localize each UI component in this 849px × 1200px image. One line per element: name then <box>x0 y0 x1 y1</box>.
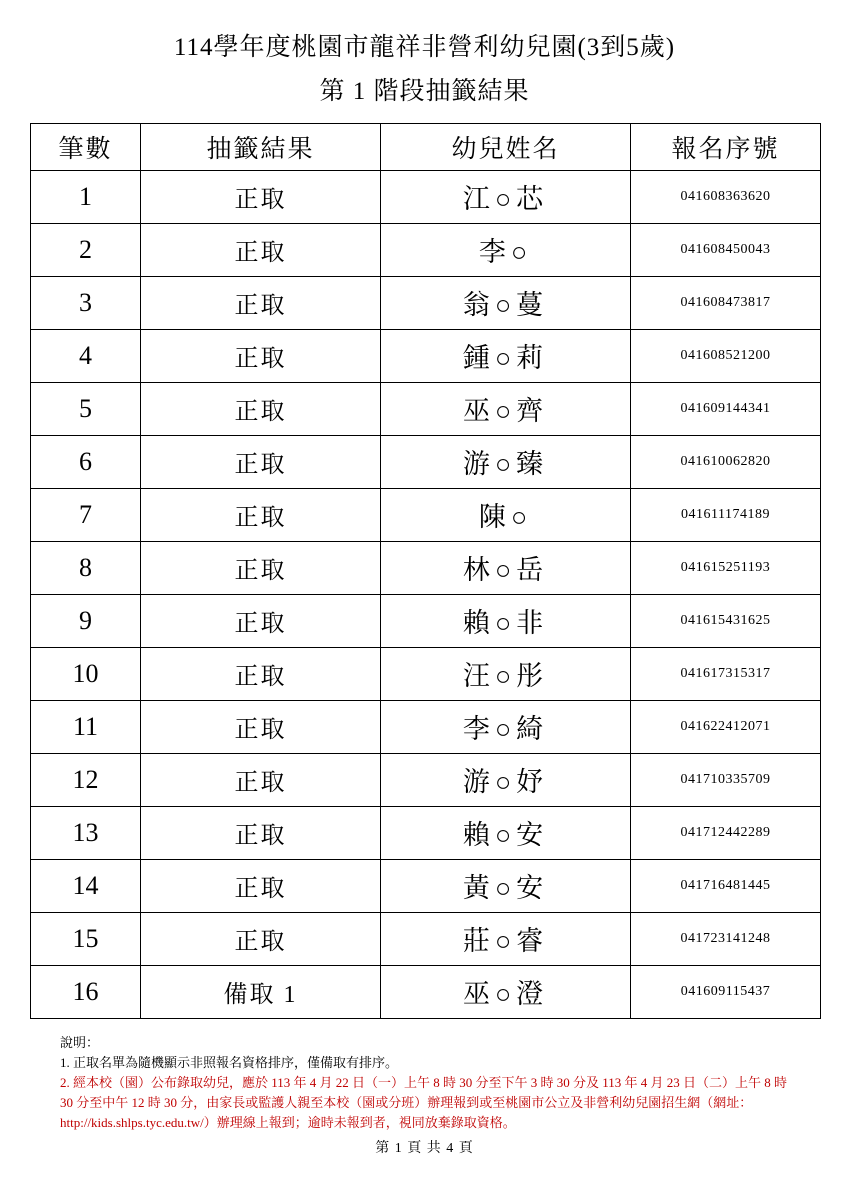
cell-name: 莊○睿 <box>381 912 631 965</box>
column-header-serial: 報名序號 <box>631 123 821 170</box>
table-header-row <box>31 123 821 170</box>
cell-serial: 041608450043 <box>631 223 821 276</box>
cell-name: 黃○安 <box>381 859 631 912</box>
column-header-index: 筆數 <box>31 123 141 170</box>
cell-index: 13 <box>31 806 141 859</box>
cell-serial: 041723141248 <box>631 912 821 965</box>
page-footer: 第 1 頁 共 4 頁 <box>375 1141 474 1157</box>
cell-name: 李○ <box>381 223 631 276</box>
table-row <box>31 700 821 753</box>
cell-name: 林○岳 <box>381 541 631 594</box>
cell-index: 8 <box>31 541 141 594</box>
cell-index: 14 <box>31 859 141 912</box>
cell-serial: 041615251193 <box>631 541 821 594</box>
cell-serial: 041609144341 <box>631 382 821 435</box>
cell-index: 15 <box>31 912 141 965</box>
cell-serial: 041615431625 <box>631 594 821 647</box>
cell-serial: 041611174189 <box>631 488 821 541</box>
cell-name: 江○芯 <box>381 170 631 223</box>
column-header-name: 幼兒姓名 <box>381 123 631 170</box>
cell-result: 正取 <box>141 753 381 806</box>
cell-name: 巫○齊 <box>381 382 631 435</box>
page-title-line-2: 第 1 階段抽籤結果 <box>319 78 530 106</box>
table-row <box>31 806 821 859</box>
cell-index: 11 <box>31 700 141 753</box>
cell-result: 正取 <box>141 647 381 700</box>
notes-label: 說明： <box>60 1034 100 1050</box>
cell-serial: 041608521200 <box>631 329 821 382</box>
cell-name: 翁○蔓 <box>381 276 631 329</box>
cell-name: 巫○澄 <box>381 965 631 1018</box>
cell-name: 汪○彤 <box>381 647 631 700</box>
table-row <box>31 435 821 488</box>
cell-serial: 041622412071 <box>631 700 821 753</box>
cell-index: 5 <box>31 382 141 435</box>
cell-index: 16 <box>31 965 141 1018</box>
cell-serial: 041716481445 <box>631 859 821 912</box>
cell-result: 正取 <box>141 541 381 594</box>
cell-result: 正取 <box>141 859 381 912</box>
cell-serial: 041610062820 <box>631 435 821 488</box>
table-row <box>31 488 821 541</box>
cell-index: 3 <box>31 276 141 329</box>
table-row <box>31 912 821 965</box>
notes-section <box>30 1033 819 1134</box>
cell-serial: 041608363620 <box>631 170 821 223</box>
table-row <box>31 276 821 329</box>
cell-name: 游○妤 <box>381 753 631 806</box>
cell-result: 正取 <box>141 488 381 541</box>
table-row <box>31 170 821 223</box>
cell-result: 正取 <box>141 223 381 276</box>
table-row <box>31 329 821 382</box>
cell-result: 備取 1 <box>141 965 381 1018</box>
cell-index: 12 <box>31 753 141 806</box>
cell-index: 10 <box>31 647 141 700</box>
cell-result: 正取 <box>141 594 381 647</box>
note-item-2: 2. 經本校（園）公布錄取幼兒，應於 113 年 4 月 22 日（一）上午 8 時 30 分至下午 3 時 30 分及 113 年 4 月 23 日（二）上午 8 時 30 分至中午 12 時 30 分，由家長或監護人親至本校（園或分班）辦理報到或至桃園市公立及非營利幼兒園招生網（網址：http://kids.shlps.tyc.edu.tw/）辦理線上報到；逾時未報到者，視同放棄錄取資格。 <box>60 1074 788 1131</box>
cell-serial: 041609115437 <box>631 965 821 1018</box>
table-row <box>31 382 821 435</box>
table-row <box>31 541 821 594</box>
cell-index: 9 <box>31 594 141 647</box>
cell-result: 正取 <box>141 382 381 435</box>
cell-result: 正取 <box>141 912 381 965</box>
cell-name: 陳○ <box>381 488 631 541</box>
page-title-line-1: 114學年度桃園市龍祥非營利幼兒園(3到5歲) <box>173 34 676 61</box>
cell-index: 4 <box>31 329 141 382</box>
cell-name: 賴○安 <box>381 806 631 859</box>
table-row <box>31 594 821 647</box>
cell-serial: 041712442289 <box>631 806 821 859</box>
table-row <box>31 965 821 1018</box>
table-row <box>31 647 821 700</box>
cell-result: 正取 <box>141 170 381 223</box>
table-row <box>31 223 821 276</box>
cell-serial: 041608473817 <box>631 276 821 329</box>
note-item-1: 1. 正取名單為隨機顯示非照報名資格排序，僅備取有排序。 <box>60 1054 399 1070</box>
cell-serial: 041617315317 <box>631 647 821 700</box>
table-row <box>31 753 821 806</box>
cell-result: 正取 <box>141 329 381 382</box>
cell-name: 游○臻 <box>381 435 631 488</box>
cell-name: 鍾○莉 <box>381 329 631 382</box>
cell-result: 正取 <box>141 435 381 488</box>
cell-index: 6 <box>31 435 141 488</box>
cell-name: 賴○非 <box>381 594 631 647</box>
cell-index: 7 <box>31 488 141 541</box>
lottery-result-table <box>30 123 821 1019</box>
cell-index: 2 <box>31 223 141 276</box>
cell-result: 正取 <box>141 276 381 329</box>
cell-result: 正取 <box>141 700 381 753</box>
cell-index: 1 <box>31 170 141 223</box>
column-header-result: 抽籤結果 <box>141 123 381 170</box>
cell-serial: 041710335709 <box>631 753 821 806</box>
table-row <box>31 859 821 912</box>
cell-result: 正取 <box>141 806 381 859</box>
cell-name: 李○綺 <box>381 700 631 753</box>
